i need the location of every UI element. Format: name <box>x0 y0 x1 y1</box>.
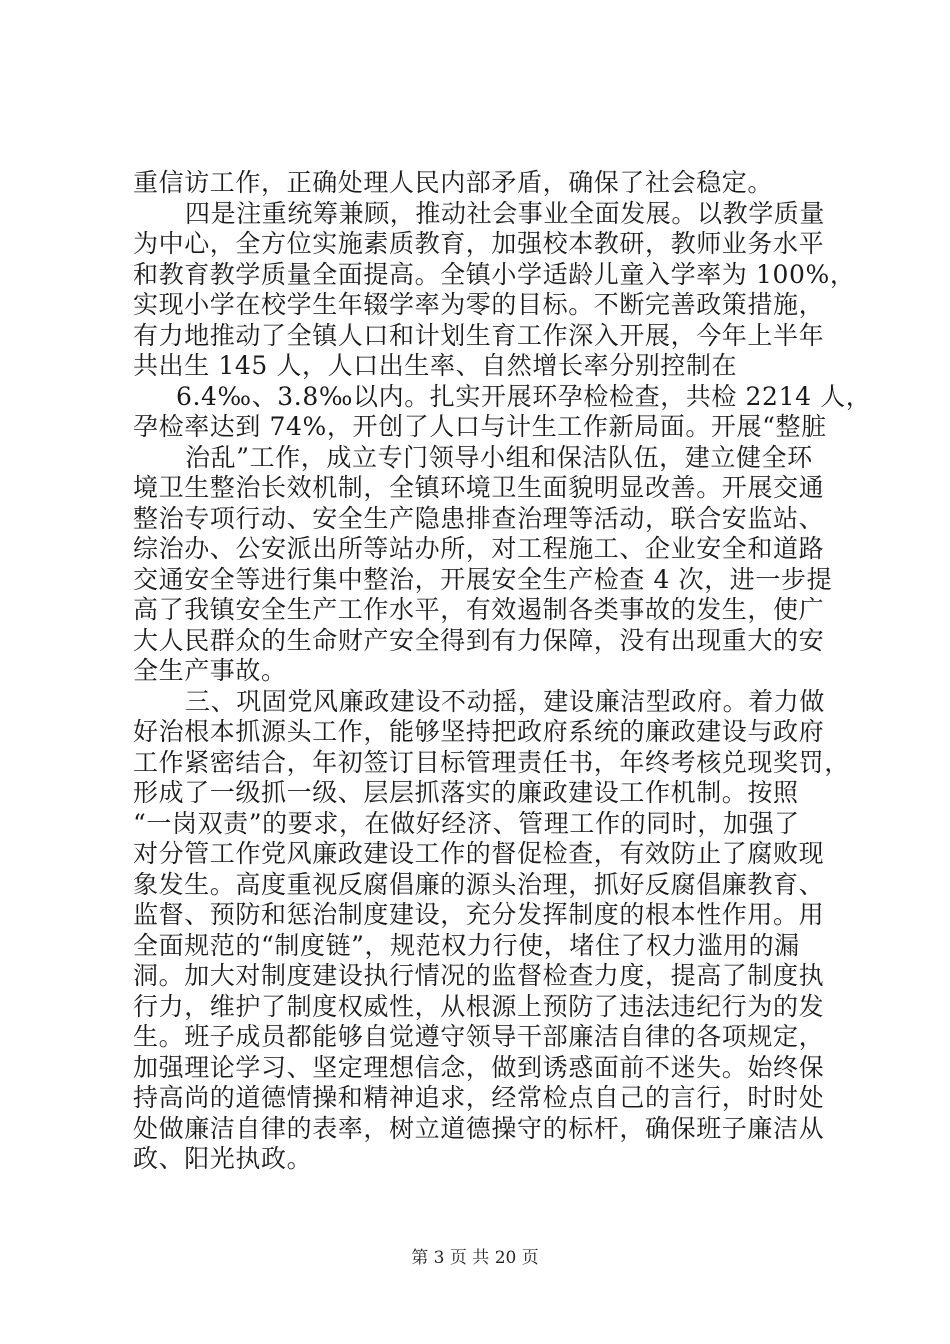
paragraph-start-line: 三、巩固党风廉政建设不动摇，建设廉洁型政府。着力做 <box>185 687 826 716</box>
text-line: 工作紧密结合，年初签订目标管理责任书，年终考核兑现奖罚， <box>133 748 850 777</box>
page-number-footer: 第 3 页 共 20 页 <box>411 1248 539 1268</box>
text-line: 政、阳光执政。 <box>133 1144 313 1173</box>
text-line: 对分管工作党风廉政建设工作的督促检查，有效防止了腐败现 <box>133 839 825 868</box>
text-line: 治乱”工作，成立专门领导小组和保洁队伍，建立健全环 <box>185 443 813 472</box>
text-line: 有力地推动了全镇人口和计划生育工作深入开展，今年上半年 <box>133 321 825 350</box>
text-line: 大人民群众的生命财产安全得到有力保障，没有出现重大的安 <box>133 626 825 655</box>
text-line: 处做廉洁自律的表率，树立道德操守的标杆，确保班子廉洁从 <box>133 1114 825 1143</box>
text-line: 整治专项行动、安全生产隐患排查治理等活动，联合安监站、 <box>133 504 825 533</box>
text-line: 交通安全等进行集中整治，开展安全生产检查 4 次，进一步提 <box>133 565 833 594</box>
text-line: 全生产事故。 <box>133 656 287 685</box>
text-line: 监督、预防和惩治制度建设，充分发挥制度的根本性作用。用 <box>133 900 825 929</box>
text-line: 重信访工作，正确处理人民内部矛盾，确保了社会稳定。 <box>133 168 774 197</box>
text-line: 境卫生整治长效机制，全镇环境卫生面貌明显改善。开展交通 <box>133 473 825 502</box>
text-line: 持高尚的道德情操和精神追求，经常检点自己的言行，时时处 <box>133 1083 825 1112</box>
text-line: 高了我镇安全生产工作水平，有效遏制各类事故的发生，使广 <box>133 595 825 624</box>
text-line: 共出生 145 人，人口出生率、自然增长率分别控制在 <box>133 351 738 380</box>
text-line: 6.4‰、3.8‰以内。扎实开展环孕检检查，共检 2214 人， <box>176 382 872 411</box>
text-line: 为中心，全方位实施素质教育，加强校本教研，教师业务水平 <box>133 229 825 258</box>
text-line: 生。班子成员都能够自觉遵守领导干部廉洁自律的各项规定， <box>133 1022 825 1051</box>
text-line: 实现小学在校学生年辍学率为零的目标。不断完善政策措施， <box>133 290 825 319</box>
paragraph-start-line: 四是注重统筹兼顾，推动社会事业全面发展。以教学质量 <box>185 199 826 228</box>
text-line: 全面规范的“制度链”，规范权力行使，堵住了权力滥用的漏 <box>133 931 800 960</box>
text-line: 和教育教学质量全面提高。全镇小学适龄儿童入学率为 100%， <box>133 260 856 289</box>
text-line: 综治办、公安派出所等站办所，对工程施工、企业安全和道路 <box>133 534 825 563</box>
text-line: “一岗双责”的要求，在做好经济、管理工作的同时，加强了 <box>133 809 800 838</box>
text-line: 好治根本抓源头工作，能够坚持把政府系统的廉政建设与政府 <box>133 717 825 746</box>
text-line: 象发生。高度重视反腐倡廉的源头治理，抓好反腐倡廉教育、 <box>133 870 825 899</box>
text-line: 孕检率达到 74%，开创了人口与计生工作新局面。开展“整脏 <box>133 412 827 441</box>
text-line: 形成了一级抓一级、层层抓落实的廉政建设工作机制。按照 <box>133 778 799 807</box>
text-line: 行力，维护了制度权威性，从根源上预防了违法违纪行为的发 <box>133 992 825 1021</box>
text-line: 洞。加大对制度建设执行情况的监督检查力度，提高了制度执 <box>133 961 825 990</box>
text-line: 加强理论学习、坚定理想信念，做到诱惑面前不迷失。始终保 <box>133 1053 825 1082</box>
